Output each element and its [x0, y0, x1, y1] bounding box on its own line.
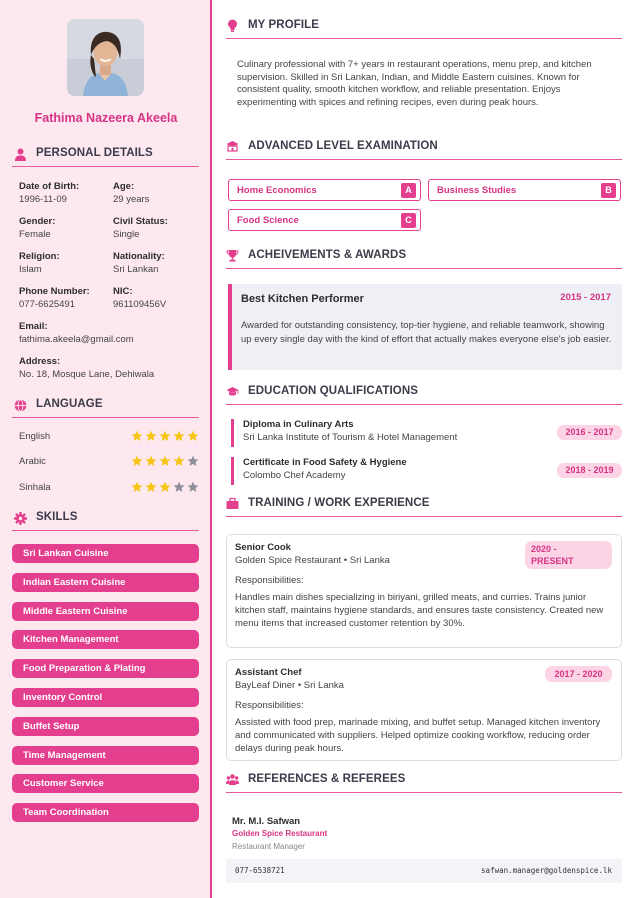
education-heading — [226, 385, 622, 405]
award-period: 2015 - 2017 — [560, 292, 611, 303]
dob-field — [19, 181, 79, 206]
subject-name: Business Studies — [437, 185, 517, 196]
address-value: No. 18, Mosque Lane, Dehiwala — [19, 369, 155, 380]
award-card — [228, 284, 622, 370]
profile-photo — [67, 19, 144, 96]
language-item — [19, 431, 199, 445]
skill-chip: Middle Eastern Cuisine — [12, 602, 199, 621]
references-heading — [226, 773, 622, 793]
skill-chip: Food Preparation & Plating — [12, 659, 199, 678]
star-icon — [145, 430, 157, 442]
subject-grade: B — [601, 183, 616, 198]
work-title: TRAINING / WORK EXPERIENCE — [248, 497, 430, 509]
job-company: BayLeaf Diner • Sri Lanka — [235, 680, 344, 691]
referee-phone: 077-6538721 — [235, 866, 285, 875]
profile-heading — [226, 19, 622, 39]
job-period-start: 2020 - — [531, 544, 557, 554]
phone-value: 077-6625491 — [19, 299, 75, 310]
skill-chip: Buffet Setup — [12, 717, 199, 736]
gear-icon — [14, 512, 27, 525]
religion-label: Religion: — [19, 251, 60, 262]
profile-summary: Culinary professional with 7+ years in restaurant operations, menu prep, and kitchen supervision. Skilled in Sri Lankan, Indian, and Middle Eastern cuisines. Known for consistent quality, smooth kitchen workflow, and reliable presentation. Enjoys experimenting with spices and refining recipes, even during peak hours. — [237, 59, 592, 108]
email-value[interactable]: fathima.akeela@gmail.com — [19, 334, 134, 345]
subject-grade: A — [401, 183, 416, 198]
skills-title: SKILLS — [36, 511, 78, 523]
job-title: Assistant Chef — [235, 667, 302, 678]
star-icon — [187, 455, 199, 467]
nationality-value: Sri Lankan — [113, 264, 159, 275]
religion-value: Islam — [19, 264, 42, 275]
language-heading — [12, 398, 199, 418]
language-item — [19, 482, 199, 496]
personal-details-title: PERSONAL DETAILS — [36, 147, 153, 159]
nic-value: 961109456V — [113, 299, 167, 310]
al-subject — [228, 209, 421, 231]
job-description: Handles main dishes specializing in biriyani, grilled meats, and curries. Trains junior kitchen staff, maintains hygiene standards, and ensures taste consistency. Created new menu items that increased customer retention by 30%. — [235, 592, 604, 629]
reference-card — [226, 809, 622, 885]
al-subject — [428, 179, 621, 201]
job-responsibilities-label: Responsibilities: — [235, 575, 304, 586]
referee-contact-bar — [226, 859, 622, 883]
skill-chip: Indian Eastern Cuisine — [12, 573, 199, 592]
star-icon — [131, 481, 143, 493]
al-subject — [228, 179, 421, 201]
briefcase-icon — [226, 497, 239, 510]
email-field — [19, 321, 134, 346]
job-description: Assisted with food prep, marinade mixing, and buffet setup. Managed kitchen inventory and communicated with suppliers. Helped optimize cooking workflow, reducing order delays during peak hours. — [235, 717, 601, 754]
subject-name: Food Science — [237, 215, 299, 226]
education-institution: Sri Lanka Institute of Tourism & Hotel Management — [243, 432, 458, 443]
graduation-cap-icon — [226, 385, 239, 398]
referee-company: Golden Spice Restaurant — [232, 829, 328, 838]
star-icon — [187, 481, 199, 493]
language-name: Arabic — [19, 456, 46, 467]
job-company: Golden Spice Restaurant • Sri Lanka — [235, 555, 390, 566]
language-name: English — [19, 431, 51, 442]
skills-heading — [12, 511, 199, 531]
personal-details-heading — [12, 147, 199, 167]
address-field — [19, 356, 154, 381]
referee-email[interactable]: safwan.manager@goldenspice.lk — [481, 866, 612, 875]
phone-field — [19, 286, 90, 311]
language-item — [19, 456, 199, 470]
awards-heading — [226, 249, 622, 269]
language-rating — [131, 481, 199, 493]
job-period-badge — [525, 541, 612, 569]
star-icon — [159, 455, 171, 467]
award-description: Awarded for outstanding consistency, top-tier hygiene, and reliable teamwork, showing up every single day with the kind of effort that actually makes everyone else's job easier. — [241, 320, 612, 345]
education-period-badge: 2018 - 2019 — [557, 463, 622, 478]
profile-title: MY PROFILE — [248, 19, 320, 31]
star-icon — [145, 455, 157, 467]
language-title: LANGUAGE — [36, 398, 103, 410]
phone-label: Phone Number: — [19, 286, 90, 297]
skill-chip: Customer Service — [12, 774, 199, 793]
age-value: 29 years — [113, 194, 150, 205]
nationality-field — [113, 251, 165, 276]
star-icon — [173, 481, 185, 493]
sidebar — [0, 0, 212, 898]
civil-status-label: Civil Status: — [113, 216, 168, 227]
language-rating — [131, 430, 199, 442]
gender-label: Gender: — [19, 216, 56, 227]
gender-field — [19, 216, 55, 241]
lightbulb-icon — [226, 19, 239, 32]
education-title-text: Certificate in Food Safety & Hygiene — [243, 457, 407, 468]
person-icon — [14, 148, 27, 161]
people-icon — [226, 773, 239, 786]
skill-chip: Inventory Control — [12, 688, 199, 707]
referee-role: Restaurant Manager — [232, 842, 305, 851]
nic-label: NIC: — [113, 286, 133, 297]
star-icon — [159, 481, 171, 493]
star-icon — [187, 430, 199, 442]
age-label: Age: — [113, 181, 135, 192]
nic-field — [113, 286, 166, 311]
age-field — [113, 181, 149, 206]
education-institution: Colombo Chef Academy — [243, 470, 346, 481]
job-period-badge: 2017 - 2020 — [545, 666, 612, 682]
job-period-end: PRESENT — [531, 556, 574, 566]
referee-name: Mr. M.I. Safwan — [232, 816, 301, 827]
education-period-badge: 2016 - 2017 — [557, 425, 622, 440]
school-icon — [226, 140, 239, 153]
star-icon — [145, 481, 157, 493]
awards-title: ACHEIVEMENTS & AWARDS — [248, 249, 407, 261]
star-icon — [173, 455, 185, 467]
civil-status-field — [113, 216, 168, 241]
work-heading — [226, 497, 622, 517]
skill-chip: Team Coordination — [12, 803, 199, 822]
job-title: Senior Cook — [235, 542, 291, 553]
dob-label: Date of Birth: — [19, 181, 80, 192]
star-icon — [159, 430, 171, 442]
references-title: REFERENCES & REFEREES — [248, 773, 406, 785]
language-rating — [131, 455, 199, 467]
star-icon — [131, 455, 143, 467]
subject-name: Home Economics — [237, 185, 317, 196]
skill-chip: Sri Lankan Cuisine — [12, 544, 199, 563]
address-label: Address: — [19, 356, 61, 367]
award-title: Best Kitchen Performer — [241, 293, 364, 305]
subject-grade: C — [401, 213, 416, 228]
nationality-label: Nationality: — [113, 251, 165, 262]
al-heading — [226, 140, 622, 160]
language-name: Sinhala — [19, 482, 51, 493]
trophy-icon — [226, 249, 239, 262]
star-icon — [131, 430, 143, 442]
religion-field — [19, 251, 60, 276]
skill-chip: Kitchen Management — [12, 630, 199, 649]
education-title-text: Diploma in Culinary Arts — [243, 419, 354, 430]
candidate-name: Fathima Nazeera Akeela — [34, 111, 178, 125]
star-icon — [173, 430, 185, 442]
job-responsibilities-label: Responsibilities: — [235, 700, 304, 711]
education-title: EDUCATION QUALIFICATIONS — [248, 385, 418, 397]
al-title: ADVANCED LEVEL EXAMINATION — [248, 140, 438, 152]
civil-status-value: Single — [113, 229, 140, 240]
email-label: Email: — [19, 321, 48, 332]
globe-icon — [14, 399, 27, 412]
skill-chip: Time Management — [12, 746, 199, 765]
gender-value: Female — [19, 229, 51, 240]
dob-value: 1996-11-09 — [19, 194, 67, 205]
